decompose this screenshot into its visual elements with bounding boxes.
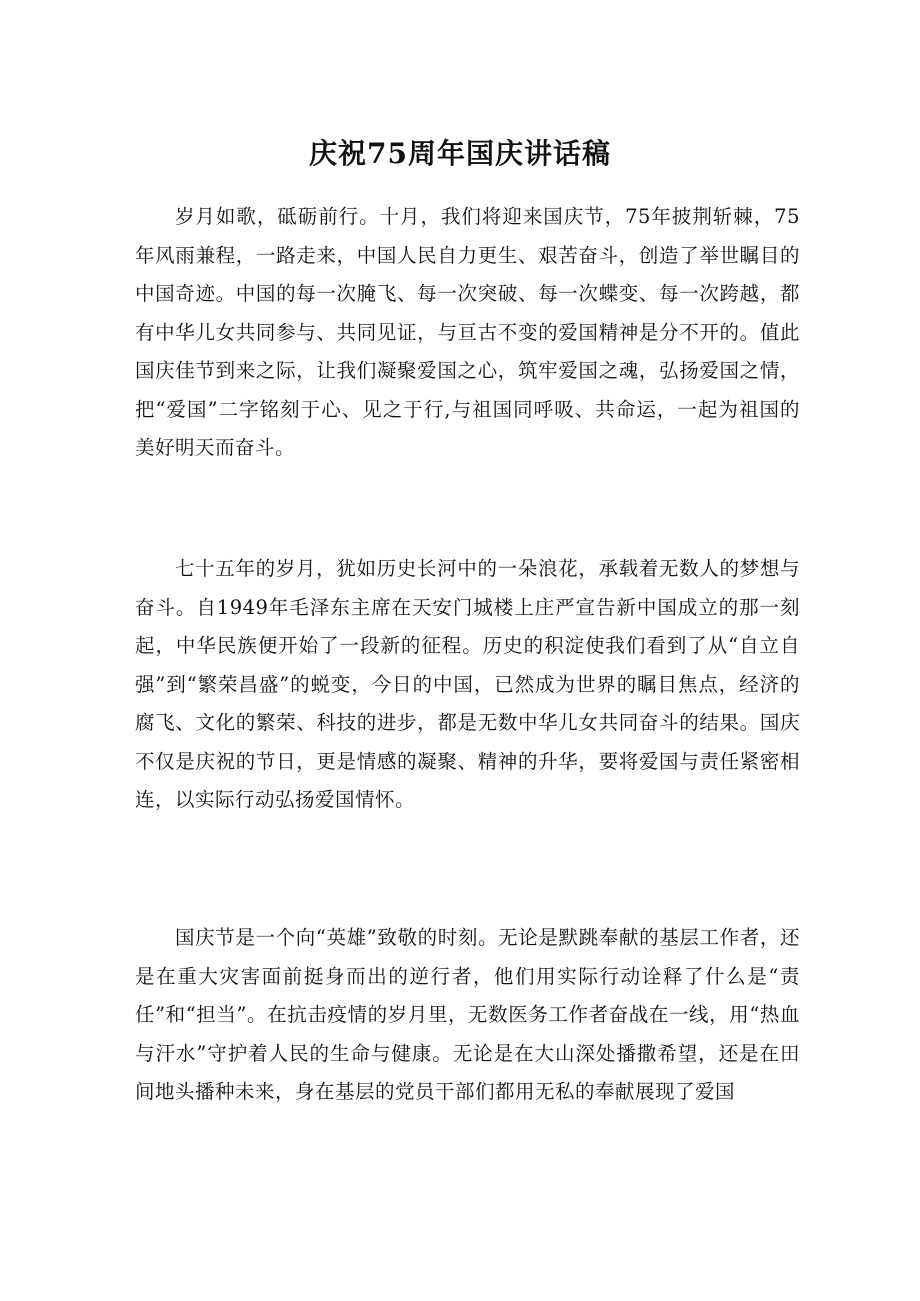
paragraph-1: 岁月如歌，砥砺前行。十月，我们将迎来国庆节，75年披荆斩棘，75年风雨兼程，一路走来，中国人民自力更生、艰苦奋斗，创造了举世瞩目的中国奇迹。中国的每一次腌飞、每一次突破、每一次蝶变、每一次跨越，都有中华儿女共同参与、共同见证，与亘古不变的爱国精神是分不开的。值此国庆佳节到来之际，让我们凝聚爱国之心，筑牢爱国之魂，弘扬爱国之情，把“爱国”二字铭刻于心、见之于行,与祖国同呼吸、共命运，一起为祖国的美好明天而奋斗。: [135, 205, 800, 459]
document-title: 庆祝75周年国庆讲话稿: [309, 137, 611, 170]
paragraph-2: 七十五年的岁月，犹如历史长河中的一朵浪花，承载着无数人的梦想与奋斗。自1949年毛泽东主席在天安门城楼上庄严宣告新中国成立的那一刻起，中华民族便开始了一段新的征程。历史的积淀使我们看到了从“自立自强”到“繁荣昌盛”的蜕变，今日的中国，已然成为世界的瞩目焦点，经济的腐飞、文化的繁荣、科技的进步，都是无数中华儿女共同奋斗的结果。国庆不仅是庆祝的节日，更是情感的凝聚、精神的升华，要将爱国与责任紧密相连，以实际行动弘扬爱国情怀。: [135, 557, 800, 811]
paragraph-3: 国庆节是一个向“英雄”致敬的时刻。无论是默跳奉献的基层工作者，还是在重大灾害面前挺身而出的逆行者，他们用实际行动诠释了什么是“责任”和“担当”。在抗击疫情的岁月里，无数医务工作者奋战在一线，用“热血与汗水”守护着人民的生命与健康。无论是在大山深处播撒希望，还是在田间地头播种未来，身在基层的党员干部们都用无私的奉献展现了爱国: [135, 926, 800, 1103]
